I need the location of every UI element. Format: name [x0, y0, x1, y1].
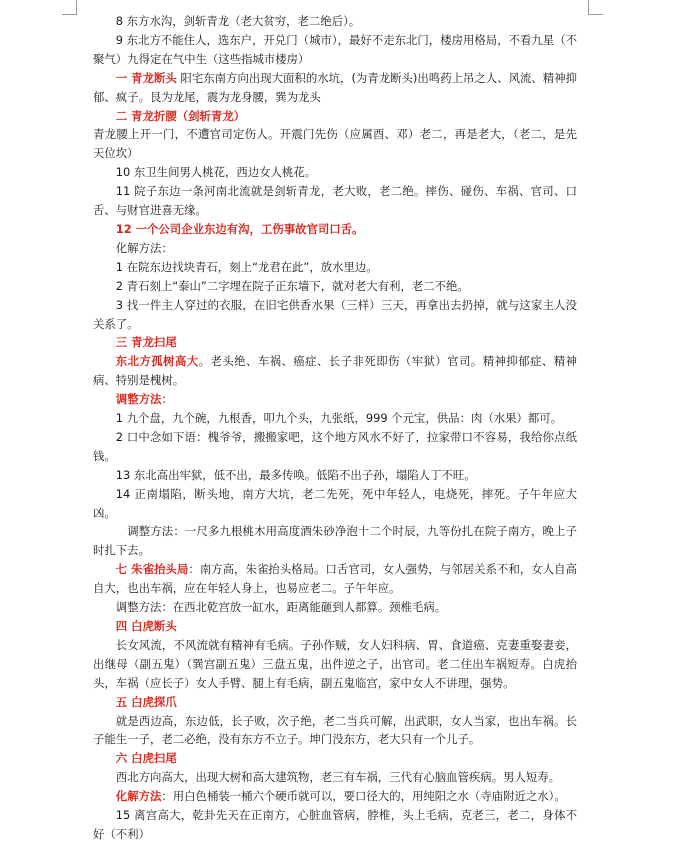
body-text: 9 东北方不能住人，选东户，开兑门（城市），最好不走东北门，楼房用格局，不看九星（不聚气）九得定在气中生（这些指城市楼房） — [93, 32, 577, 66]
document-body — [93, 12, 577, 844]
paragraph — [93, 12, 577, 31]
paragraph — [93, 352, 577, 390]
section-heading: 东北方孤树高大 — [115, 354, 199, 369]
body-text: 2 青石刻上“泰山”二字埋在院子正东墙下，就对老大有利，老二不绝。 — [115, 278, 469, 293]
paragraph — [93, 485, 577, 523]
paragraph — [93, 617, 577, 636]
body-text: 15 离宫高大，乾卦先天在正南方，心脏血管病，脖椎，头上毛病，克老三，老二，身体不好（不利） — [93, 808, 577, 841]
section-heading: 化解方法 — [115, 789, 162, 804]
body-text: 就是西边高，东边低，长子败，次子绝，老二当兵可解，出武职，女人当家，也出车祸。长子能生一子，老二必绝，没有东方不立子。坤门没东方，老大只有一个儿子。 — [93, 713, 577, 747]
paragraph — [93, 560, 577, 598]
body-text: 10 东卫生间男人桃花，西边女人桃花。 — [115, 165, 317, 180]
paragraph — [93, 258, 577, 277]
paragraph — [93, 693, 577, 712]
body-text: ：用白色桶装一桶六个硬币就可以，要口径大的，用纯阳之水（寺庙附近之水）。 — [161, 789, 566, 804]
body-text: 3 找一件主人穿过的衣服，在旧宅供香水果（三样）三天，再拿出去扔掉，就与这家主人没关系了。 — [93, 297, 577, 331]
body-text: 14 正南塌陷，断头地，南方大坑，老二先死，死中年轻人，电烧死，摔死。子午年应大凶。 — [93, 486, 577, 520]
section-heading: 二 青龙折腰（剑斩青龙） — [115, 108, 246, 123]
section-heading: 调整方法 — [115, 392, 162, 407]
section-heading: 七 朱雀抬头局 — [115, 562, 189, 577]
paragraph — [93, 220, 577, 239]
body-text: 调整方法：一尺多九根桃木用高度酒朱砂净泡十二个时辰，九等份扎在院子南方，晚上子时扎下去。 — [93, 524, 577, 558]
section-heading: 六 白虎扫尾 — [115, 751, 177, 766]
body-text: 长女风流，不风流就有精神有毛病。子孙作贼，女人妇科病、胃、食道癌、克妻重娶妻妾，出继母（副五鬼）（巽宫副五鬼）三盘五鬼，出件逆之子，出官司。老二住出车祸短寿。白虎抬头，车祸（应长子）女人手臂、腿上有毛病，副五鬼临宫，家中女人不讲理，强势。 — [93, 637, 577, 690]
paragraph — [93, 768, 577, 787]
paragraph — [93, 598, 577, 617]
paragraph — [93, 522, 577, 560]
body-text: ： — [161, 392, 173, 407]
body-text: 青龙腰上开一门，不遭官司定伤人。开震门先伤（应属酉、邓）老二，再是老大，（老二，是先天位坎） — [93, 127, 577, 161]
body-text: 调整方法：在西北乾宫放一缸水，距离能砸到人都算。颈椎毛病。 — [115, 600, 447, 615]
paragraph — [93, 125, 577, 163]
section-heading: 一 青龙断头 — [115, 70, 177, 85]
paragraph — [93, 239, 577, 258]
paragraph — [93, 636, 577, 693]
paragraph — [93, 182, 577, 220]
margin-corner-mark-right — [588, 0, 603, 15]
margin-corner-mark-left — [62, 0, 77, 15]
paragraph — [93, 466, 577, 485]
paragraph — [93, 31, 577, 69]
body-text: 1 九个盘，九个碗，九根香，叩九个头，九张纸，999 个元宝，供品：肉（水果）都可。 — [115, 411, 563, 426]
paragraph — [93, 806, 577, 844]
paragraph — [93, 333, 577, 352]
paragraph — [93, 163, 577, 182]
paragraph — [93, 749, 577, 768]
paragraph — [93, 107, 577, 126]
body-text: 西北方向高大，出现大树和高大建筑物，老三有车祸，三代有心脑血管疾病。男人短寿。 — [115, 770, 561, 785]
body-text: 2 口中念如下语：槐爷爷，搬搬家吧，这个地方风水不好了，拉家带口不容易，我给你点纸钱。 — [93, 429, 577, 463]
section-heading: 三 青龙扫尾 — [115, 335, 177, 350]
body-text: 13 东北高出牢狱，低不出，最多传唤。低陷不出子孙，塌陷人丁不旺。 — [115, 467, 476, 482]
paragraph — [93, 712, 577, 750]
paragraph — [93, 296, 577, 334]
body-text: ：南方高，朱雀抬头格局。口舌官司，女人强势，与邻居关系不和，女人自高自大，也出车祸，应在年轻人身上，也易应老二。子午年应。 — [93, 562, 577, 596]
paragraph — [93, 277, 577, 296]
body-text: 。老头绝、车祸、癌症、长子非死即伤（牢狱）官司。精神抑郁症、精神病、特别是槐树。 — [93, 354, 577, 388]
section-heading: 12 一个公司企业东边有沟，工伤事故官司口舌。 — [115, 221, 364, 236]
paragraph — [93, 428, 577, 466]
section-heading: 四 白虎断头 — [115, 619, 177, 633]
paragraph — [93, 409, 577, 428]
paragraph — [93, 787, 577, 806]
body-text: 阳宅东南方向出现大面积的水坑，(为青龙断头)出鸣药上吊之人、风流、精神抑郁、疯子。艮为龙尾，震为龙身腰，巽为龙头 — [93, 70, 578, 104]
body-text: 11 院子东边一条河南北流就是剑斩青龙，老大败，老二绝。摔伤、碰伤、车祸、官司、口舌、与财官进喜无缘。 — [93, 184, 577, 218]
paragraph — [93, 69, 577, 107]
body-text: 化解方法： — [115, 240, 173, 255]
body-text: 8 东方水沟，剑斩青龙（老大贫穷，老二绝后）。 — [115, 14, 361, 28]
body-text: 1 在院东边找块青石，刻上“龙君在此”，放水里边。 — [115, 259, 378, 274]
section-heading: 五 白虎探爪 — [115, 694, 177, 709]
paragraph — [93, 390, 577, 409]
